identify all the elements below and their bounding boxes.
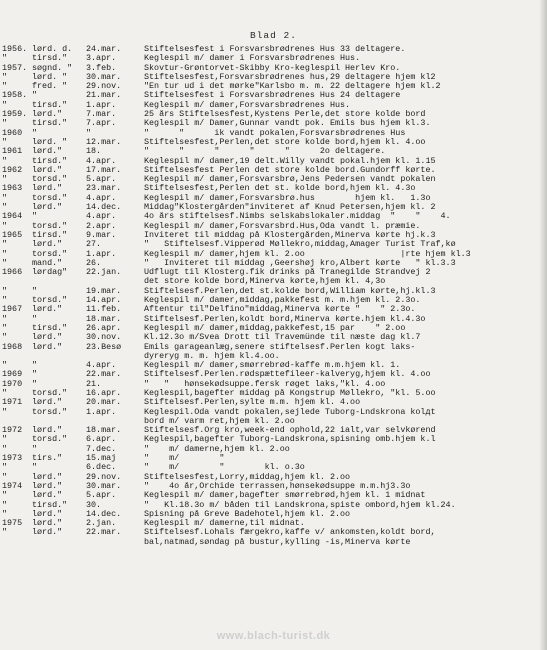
entry-weekday: tirsd."	[32, 499, 68, 510]
entry-weekday: "	[32, 443, 38, 454]
entry-description: Stiftelsesf.Perlen.rødspættefileer-kalveryg,hjem kl. 4.oo	[144, 370, 431, 380]
entry-date: 21.mar.	[86, 90, 122, 101]
entry-weekday: torsd."	[32, 406, 68, 417]
entry-date: 18.mar.	[86, 313, 122, 324]
entry-weekday: "	[32, 90, 38, 101]
entry-description: " m/ damerne,hjem kl. 2.oo	[144, 444, 290, 454]
entry-weekday: lørd."	[32, 471, 63, 482]
list-item	[2, 510, 542, 519]
list-item	[2, 184, 542, 193]
entry-weekday: lørd. d.	[32, 44, 73, 54]
list-item	[2, 519, 542, 528]
entry-weekday: mand."	[32, 257, 63, 268]
list-item	[2, 203, 542, 212]
entry-description: Keglespil m/ damer,19 delt.Willy vandt pokal.hjem kl. 1.15	[144, 156, 436, 166]
entry-year: 1957.	[2, 62, 28, 73]
entry-date: 4.apr.	[86, 211, 117, 222]
entry-description: Keglespil m/ damer,Forsvarsbrødrenes Hus.	[144, 100, 351, 110]
entry-year: "	[2, 406, 8, 417]
entry-year: 1958.	[2, 90, 28, 101]
entry-year: "	[2, 118, 8, 129]
entry-weekday: søgnd. "	[32, 62, 73, 73]
list-item	[2, 240, 542, 249]
entry-weekday: torsd."	[32, 434, 68, 445]
list-item	[2, 54, 542, 63]
entry-year: 1959.	[2, 109, 28, 120]
list-item	[2, 45, 542, 54]
entry-weekday: lørd."	[32, 183, 63, 194]
entry-year: "	[2, 387, 8, 398]
list-item	[2, 82, 542, 91]
entry-description: Udflugt til Klosterg.fik drinks på Tranegilde Strandvej 2	[144, 268, 431, 278]
entry-year: 1965	[2, 229, 23, 240]
entry-date: 14.dec.	[86, 202, 122, 213]
list-item	[2, 222, 542, 231]
entry-year: "	[2, 462, 8, 473]
list-item	[2, 166, 542, 175]
entry-weekday: lørd."	[32, 490, 63, 501]
entry-year: "	[2, 322, 8, 333]
list-item	[2, 333, 542, 342]
entry-year: "	[2, 434, 8, 445]
entry-year: 1974	[2, 480, 23, 491]
entry-date: 6.apr.	[86, 434, 117, 445]
list-item	[2, 417, 542, 426]
entry-weekday: tirsd."	[32, 118, 68, 129]
entry-date: 11.feb.	[86, 304, 122, 315]
entry-weekday: fred. "	[32, 81, 68, 92]
entry-date: 29.nov.	[86, 81, 122, 92]
entry-description: Skovtur-Grøntorvet-Skibby Kro-keglespil Herlev Kro.	[144, 63, 401, 73]
entry-description: " " hønsekødsuppe.fersk røget laks,"kl. 4.oo	[144, 379, 386, 389]
entry-year: 1966	[2, 267, 23, 278]
entry-weekday: torsd."	[32, 192, 68, 203]
list-item	[2, 277, 542, 286]
entry-weekday: tirsd."	[32, 53, 68, 64]
entry-year: 1963	[2, 183, 23, 194]
list-item	[2, 408, 542, 417]
entry-weekday: lørd."	[32, 480, 63, 491]
entry-weekday: tirsd."	[32, 322, 68, 333]
entry-date: 27.	[86, 239, 102, 250]
entry-year: "	[2, 508, 8, 519]
entry-year: "	[2, 490, 8, 501]
entry-weekday: lørd."	[32, 304, 63, 315]
entry-weekday: lørd."	[32, 425, 63, 436]
entry-year: "	[2, 239, 8, 250]
entry-description: " m/ "	[144, 454, 225, 464]
entry-description: Stiftelsesfest i Forsvarsbrødrenes Hus 24 deltagere	[144, 91, 401, 101]
entry-weekday: "	[32, 462, 38, 473]
entry-year: "	[2, 99, 8, 110]
list-item	[2, 259, 542, 268]
list-item	[2, 231, 542, 240]
entry-year: "	[2, 527, 8, 538]
entry-year: "	[2, 257, 8, 268]
entry-weekday: torsd."	[32, 248, 68, 259]
entry-date: 30.mar.	[86, 71, 122, 82]
list-item	[2, 175, 542, 184]
list-item	[2, 129, 542, 138]
entry-date: 14.apr.	[86, 295, 122, 306]
entry-date: 26.	[86, 257, 102, 268]
entry-year: "	[2, 248, 8, 259]
entry-description: Aftentur til"Delfino"middag,Minerva kørte " " 2.3o.	[144, 305, 416, 315]
list-item	[2, 528, 542, 537]
entry-date: 3.apr.	[86, 53, 117, 64]
entry-description: Keglespil,bagefter Tuborg-Landskrona,spisning omb.hjem k.l	[144, 435, 436, 445]
entry-year: "	[2, 220, 8, 231]
entry-description: Stiftelsesfest,Lorry,middag,hjem kl. 2.oo	[144, 472, 351, 482]
list-item	[2, 491, 542, 500]
entry-weekday: lørd. "	[32, 71, 68, 82]
list-item	[2, 473, 542, 482]
list-item	[2, 538, 542, 547]
entry-year: "	[2, 53, 8, 64]
list-item	[2, 361, 542, 370]
entry-description: " Inviteret til middag ,Geershøj kro,Albert kørte " kl.3.3	[144, 258, 456, 268]
entry-date	[86, 538, 144, 547]
entry-description: det store kolde bord,Minerva kørte,hjem kl. 4,3o	[144, 277, 386, 287]
entry-weekday: "	[32, 369, 38, 380]
event-list	[2, 45, 542, 547]
entry-date: 1.apr.	[86, 99, 117, 110]
entry-year	[2, 538, 32, 547]
entry-date: 5.apr.	[86, 174, 117, 185]
page-header: Blad 2.	[250, 30, 297, 41]
entry-weekday: lørd."	[32, 518, 63, 529]
entry-description: Keglespil m/ Damer,Gunnar vandt pok. Emils bus hjem kl.3.	[144, 119, 431, 129]
entry-description: Stiftelsesfest,Perlen,det store kolde bord,hjem kl. 4.oo	[144, 137, 426, 147]
entry-description: Keglespil.Oda vandt pokalen,sejlede Tuborg-Lndskrona kolдt	[144, 407, 436, 417]
entry-weekday: torsd."	[32, 220, 68, 231]
entry-weekday: tirsd."	[32, 155, 68, 166]
entry-description: Keglespil,bagefter middag på Kongstrup Møllekro, "kl. 5.oo	[144, 388, 436, 398]
list-item	[2, 91, 542, 100]
entry-year: "	[2, 136, 8, 147]
entry-description: Stiftelsesfest,Forsvarsbrødrenes hus,29 deltagere hjem kl2	[144, 72, 436, 82]
list-item	[2, 250, 542, 259]
entry-description: Inviteret til middag på Klostergården,Minerva kørte hj.k.3	[144, 230, 436, 240]
entry-description: Emils garageanlæg,senere stiftelsesf.Perlen kogt laks-	[144, 342, 416, 352]
entry-date: 14.dec.	[86, 508, 122, 519]
entry-date: 23.mar.	[86, 183, 122, 194]
entry-weekday: lørd."	[32, 332, 63, 343]
entry-year: "	[2, 81, 8, 92]
entry-year: "	[2, 71, 8, 82]
entry-description: bord m/ varm ret,hjem kl. 2.oo	[144, 416, 295, 426]
entry-description: Keglespil m/ damer,Forsvarsbrd.Hus,Oda vandt l. præmie.	[144, 221, 421, 231]
entry-date: 17.mar.	[86, 164, 122, 175]
entry-year: 1973	[2, 453, 23, 464]
entry-year: 1961	[2, 146, 23, 157]
list-item	[2, 426, 542, 435]
entry-weekday: tirsd."	[32, 99, 68, 110]
entry-description: " Stiftelsesf.Vipperød Møllekro,middag,Amager Turist Traf,kø	[144, 240, 456, 250]
entry-description: " m/ " kl. o.3o	[144, 463, 305, 473]
entry-description: Stiftelsesfest i Forsvarsbrødrenes Hus 33 deltagere.	[144, 45, 406, 54]
list-item	[2, 324, 542, 333]
entry-year: 1956.	[2, 44, 28, 54]
list-item	[2, 212, 542, 221]
entry-year: 1967	[2, 304, 23, 315]
entry-description: Stiftelsesf.Lohals færgekro,kaffe v/ ankomsten,koldt bord,	[144, 528, 436, 538]
entry-date: 22.jan.	[86, 267, 122, 278]
entry-date: 3.feb.	[86, 62, 117, 73]
entry-date: 12.mar.	[86, 136, 122, 147]
list-item	[2, 398, 542, 407]
entry-description: Keglespil m/ damer,bagefter smørrebrød,hjem kl. 1 midnat	[144, 491, 426, 501]
entry-date: 24.mar.	[86, 44, 122, 54]
entry-date: 1.apr.	[86, 248, 117, 259]
entry-date: 4.apr.	[86, 360, 117, 371]
entry-date: 4.apr.	[86, 192, 117, 203]
entry-year: "	[2, 332, 8, 343]
list-item	[2, 194, 542, 203]
entry-date: 16.apr.	[86, 387, 122, 398]
entry-date: 4.apr.	[86, 155, 117, 166]
entry-year: "	[2, 295, 8, 306]
entry-year: "	[2, 313, 8, 324]
entry-date: 15.maj	[86, 453, 117, 464]
entry-weekday: lørdag"	[32, 267, 68, 278]
entry-description: Stiftelsesf.Perlen,koldt bord,Minerva kørte.hjem kl.4.3o	[144, 314, 426, 324]
list-item	[2, 157, 542, 166]
entry-date: 26.apr.	[86, 322, 122, 333]
watermark: www.blach-turist.dk	[216, 630, 331, 642]
list-item	[2, 352, 542, 361]
entry-weekday: lørd."	[32, 508, 63, 519]
list-item	[2, 147, 542, 156]
entry-description: Stiftelsesf.Org kro,week-end ophold,22 ialt,var selvkørend	[144, 426, 436, 436]
entry-year: "	[2, 285, 8, 296]
entry-date: 2.apr.	[86, 220, 117, 231]
entry-description: Keglespil m/ damer,Forsvarsbrø.hus hjem kl. 1.3o	[144, 193, 431, 203]
entry-year: 1960	[2, 127, 23, 138]
entry-description: Middag"Klostergården"inviteret af Knud Petersen,hjem kl. 2	[144, 203, 436, 213]
entry-weekday: lørd."	[32, 202, 63, 213]
entry-weekday: tirsd."	[32, 229, 68, 240]
list-item	[2, 119, 542, 128]
entry-date: 1.apr.	[86, 406, 117, 417]
entry-description: 4o års stiftelsesf.Nimbs selskabslokaler.middag " " 4.	[144, 212, 451, 222]
entry-date: 9.mar.	[86, 229, 117, 240]
entry-description: Stiftelsesfest Perlen det store kolde bord.Gundorff kørte.	[144, 165, 436, 175]
entry-year: "	[2, 443, 8, 454]
entry-year: "	[2, 499, 8, 510]
list-item	[2, 287, 542, 296]
list-item	[2, 370, 542, 379]
entry-weekday: torsd."	[32, 387, 68, 398]
entry-year: 1971	[2, 397, 23, 408]
entry-description: Keglespil m/ damer,Forsvarsbrø,Jens Pedersen vandt pokalen	[144, 175, 436, 185]
entry-weekday: "	[32, 378, 38, 389]
entry-weekday: "	[32, 313, 38, 324]
entry-weekday: torsd."	[32, 295, 68, 306]
entry-year: "	[2, 192, 8, 203]
entry-date: 29.nov.	[86, 471, 122, 482]
entry-weekday: lørd."	[32, 146, 63, 157]
entry-description: Keglespil m/ damer,smørrebrød-kaffe m.m.hjem kl. 1.	[144, 361, 401, 371]
entry-date: 21.	[86, 378, 102, 389]
entry-description: Stiftelsesf.Perlen,det st.kolde bord,William kørte,hj.kl.3	[144, 286, 436, 296]
list-item	[2, 463, 542, 472]
entry-description: " Kl.18.3o m/ båden til Landskrona,spiste ombord,hjem kl.24.	[144, 500, 456, 510]
entry-description: Spisning på Greve Badehotel,hjem kl. 2.oo	[144, 509, 351, 519]
list-item	[2, 435, 542, 444]
entry-weekday: lørd. "	[32, 136, 68, 147]
list-item	[2, 343, 542, 352]
entry-description: Keglespil m/ damerne,til midnat.	[144, 519, 305, 529]
list-item	[2, 110, 542, 119]
entry-description: Keglespil m/ damer,hjem kl. 2.oo |rte hjem kl.3	[144, 249, 471, 259]
entry-description: 25 års Stiftelsesfest,Kystens Perle,det store kolde bord	[144, 110, 426, 120]
entry-year: 1969	[2, 369, 23, 380]
list-item	[2, 296, 542, 305]
list-item	[2, 482, 542, 491]
entry-description: " " " " " 2o deltagere.	[144, 147, 386, 157]
entry-date: 7.dec.	[86, 443, 117, 454]
entry-description: Stiftelsesfest,Perlen det st. kolde bord,hjem kl. 4.3o	[144, 184, 416, 194]
entry-weekday: lørd."	[32, 239, 63, 250]
entry-year: 1970	[2, 378, 23, 389]
entry-description: Stiftelsesf.Perlen,sylte m.m. hjem kl. 4.oo	[144, 398, 361, 408]
list-item	[2, 268, 542, 277]
entry-date: 23.Besø	[86, 341, 122, 352]
list-item	[2, 389, 542, 398]
entry-weekday: "	[32, 211, 38, 222]
entry-date: "	[86, 127, 92, 138]
list-item	[2, 305, 542, 314]
list-item	[2, 445, 542, 454]
list-item	[2, 454, 542, 463]
entry-description: dyreryg m. m. hjem kl.4.oo.	[144, 351, 280, 361]
entry-year: "	[2, 360, 8, 371]
entry-weekday: lørd."	[32, 397, 63, 408]
entry-weekday: lørd."	[32, 527, 63, 538]
entry-date: 19.mar.	[86, 285, 122, 296]
entry-date: 18.	[86, 146, 102, 157]
entry-year: "	[2, 471, 8, 482]
entry-weekday	[32, 352, 86, 361]
entry-date: 30.nov.	[86, 332, 122, 343]
entry-date: 5.apr.	[86, 490, 117, 501]
entry-year: 1975	[2, 518, 23, 529]
list-item	[2, 73, 542, 82]
entry-year: 1962	[2, 164, 23, 175]
entry-date: 2.jan.	[86, 518, 117, 529]
entry-date: 30.	[86, 499, 102, 510]
entry-date: 22.mar.	[86, 369, 122, 380]
entry-year: 1972	[2, 425, 23, 436]
entry-date: 30.mar.	[86, 480, 122, 491]
entry-weekday: "	[32, 360, 38, 371]
entry-weekday: "	[32, 285, 38, 296]
entry-description: "En tur ud i det mørke"Karlsbo m. m. 22 deltagere hjem kl.2	[144, 82, 441, 92]
entry-weekday: lørd."	[32, 341, 63, 352]
entry-date: 18.mar.	[86, 425, 122, 436]
entry-year: 1964	[2, 211, 23, 222]
entry-weekday	[32, 538, 86, 547]
list-item	[2, 138, 542, 147]
entry-weekday	[32, 277, 86, 286]
entry-date: 7.mar.	[86, 109, 117, 120]
list-item	[2, 501, 542, 510]
entry-description: Keglespil m/ damer,middag,pakkefest,15 par " 2.oo	[144, 323, 406, 333]
entry-year: "	[2, 202, 8, 213]
list-item	[2, 315, 542, 324]
entry-weekday: torsd."	[32, 174, 68, 185]
list-item	[2, 101, 542, 110]
entry-description: " " ik vandt pokalen,Forsvarsbrødrenes Hus	[144, 128, 406, 138]
list-item	[2, 380, 542, 389]
entry-weekday: lørd."	[32, 164, 63, 175]
entry-description: Keglespil m/ damer,middag,pakkefest m. m.hjem kl. 2.3o.	[144, 296, 421, 306]
entry-date: 7.apr.	[86, 118, 117, 129]
entry-date: 22.mar.	[86, 527, 122, 538]
entry-weekday: lørd."	[32, 109, 63, 120]
entry-description: bal,natmad,søndag på bustur,kylling -is,Minerva kørte	[144, 537, 411, 547]
entry-date: 6.dec.	[86, 462, 117, 473]
entry-weekday: tirs."	[32, 453, 63, 464]
list-item	[2, 64, 542, 73]
entry-description: Kl.12.3o m/Svea Drott til Travemünde til næste dag kl.7	[144, 333, 421, 343]
entry-year: "	[2, 174, 8, 185]
entry-description: " 4o år,Orchide terrassen,hønsekødsuppe m.m.hj3.3o	[144, 481, 411, 491]
entry-description: Keglespil m/ damer i Forsvarsbrødrenes Hus.	[144, 54, 361, 64]
entry-weekday: "	[32, 127, 38, 138]
entry-date: 20.mar.	[86, 397, 122, 408]
entry-year: "	[2, 155, 8, 166]
entry-year: 1968	[2, 341, 23, 352]
